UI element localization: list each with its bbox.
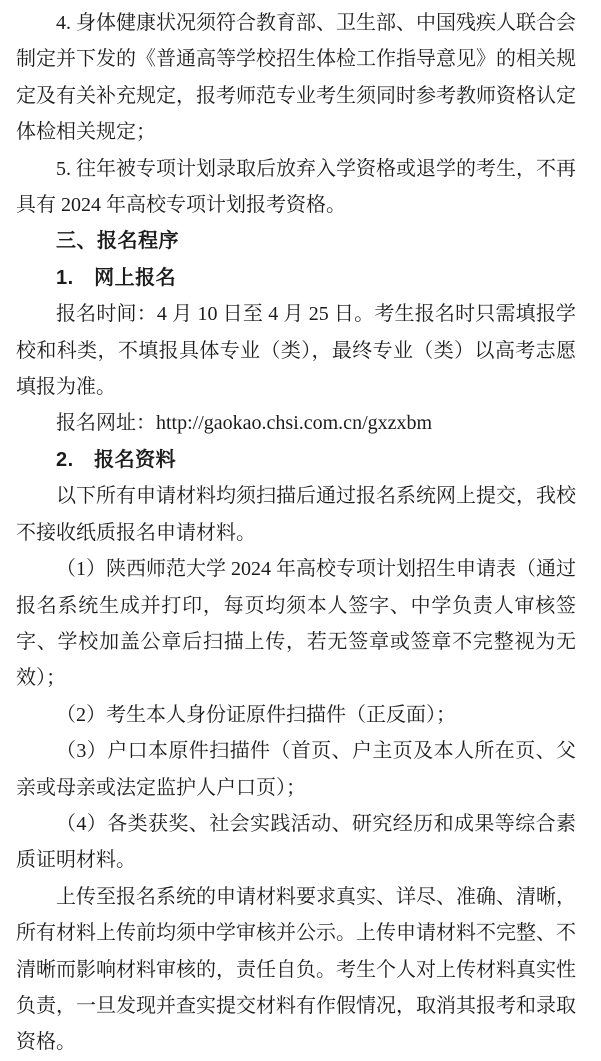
paragraph-material-item-4-awards: （4）各类获奖、社会实践活动、研究经历和成果等综合素质证明材料。 bbox=[16, 812, 576, 872]
paragraph-registration-url: 报名网址：http://gaokao.chsi.com.cn/gxzxbm bbox=[56, 412, 433, 435]
paragraph-health-requirement: 4. 身体健康状况须符合教育部、卫生部、中国残疾人联合会制定并下发的《普通高等学校招生体检工作指导意见》的相关规定及有关补充规定，报考师范专业考生须同时参考教师资格认定体检相关规定； bbox=[16, 12, 576, 144]
paragraph-materials-submission-intro: 以下所有申请材料均须扫描后通过报名系统网上提交，我校不接收纸质报名申请材料。 bbox=[16, 485, 576, 544]
paragraph-registration-time: 报名时间：4 月 10 日至 4 月 25 日。考生报名时只需填报学校和科类，不填报具体专业（类），最终专业（类）以高考志愿填报为准。 bbox=[16, 303, 576, 399]
section-heading-registration-procedure: 三、报名程序 bbox=[56, 230, 179, 253]
paragraph-material-item-3-household-register: （3）户口本原件扫描件（首页、户主页及本人所在页、父亲或母亲或法定监护人户口页）； bbox=[16, 740, 576, 799]
paragraph-materials-authenticity-requirements: 上传至报名系统的申请材料要求真实、详尽、准确、清晰，所有材料上传前均须中学审核并公示。上传申请材料不完整、不清晰而影响材料审核的，责任自负。考生个人对上传材料真实性负责，一旦发现并查实提交材料有作假情况，取消其报考和录取资格。 bbox=[16, 885, 576, 1054]
paragraph-material-item-1-application-form: （1）陕西师范大学 2024 年高校专项计划招生申请表（通过报名系统生成并打印，每页均须本人签字、中学负责人审核签字、学校加盖公章后扫描上传，若无签章或签章不完整视为无效）； bbox=[16, 558, 576, 690]
subsection-heading-online-registration: 1. 网上报名 bbox=[56, 266, 177, 289]
subsection-heading-application-materials: 2. 报名资料 bbox=[56, 448, 177, 471]
paragraph-material-item-2-id-card: （2）考生本人身份证原件扫描件（正反面）； bbox=[56, 703, 456, 726]
paragraph-previous-waiver-disqualification: 5. 往年被专项计划录取后放弃入学资格或退学的考生，不再具有 2024 年高校专项计划报考资格。 bbox=[16, 157, 576, 217]
